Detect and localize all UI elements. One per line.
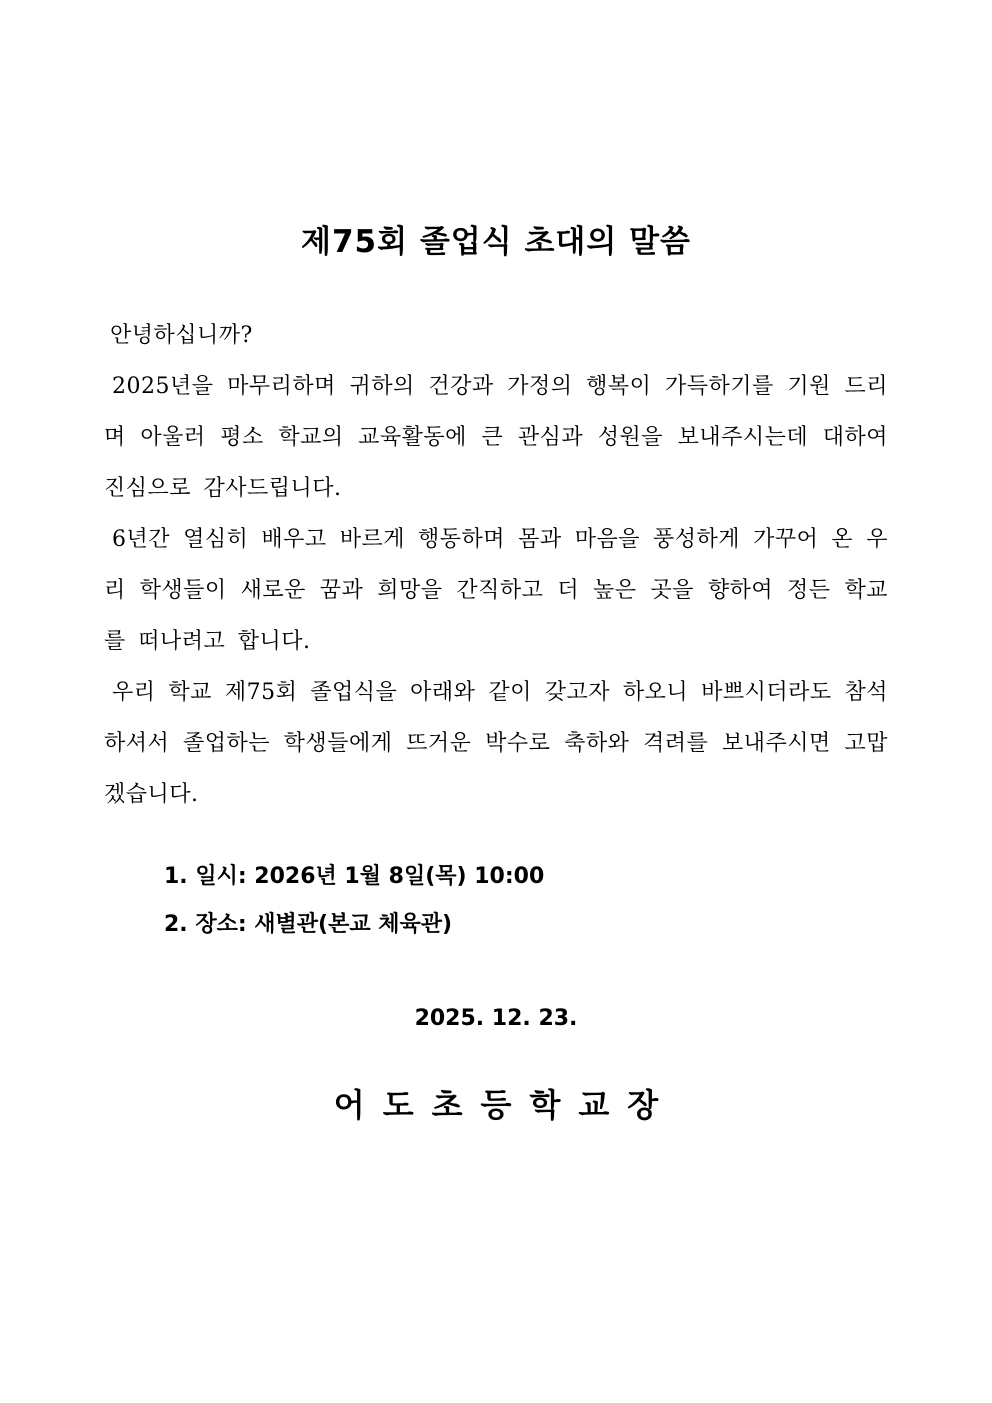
- event-details: [164, 853, 764, 949]
- paragraph-2: 6년간 열심히 배우고 바르게 행동하며 몸과 마음을 풍성하게 가꾸어 온 우리 학생들이 새로운 꿈과 희망을 간직하고 더 높은 곳을 향하여 정든 학교를 떠나려고 합니다.: [104, 527, 888, 654]
- greeting-text: 안녕하십니까?: [110, 323, 253, 348]
- event-location: 2. 장소: 새별관(본교 체육관): [164, 912, 453, 937]
- document-date: 2025. 12. 23.: [414, 1006, 578, 1031]
- paragraph-1: 2025년을 마무리하며 귀하의 건강과 가정의 행복이 가득하기를 기원 드리며 아울러 평소 학교의 교육활동에 큰 관심과 성원을 보내주시는데 대하여 진심으로 감사드립니다.: [104, 374, 888, 501]
- page-title: 제75회 졸업식 초대의 말씀: [301, 224, 691, 260]
- paragraph-3: 우리 학교 제75회 졸업식을 아래와 같이 갖고자 하오니 바쁘시더라도 참석하셔서 졸업하는 학생들에게 뜨거운 박수로 축하와 격려를 보내주시면 고맙겠습니다.: [104, 680, 888, 807]
- event-datetime: 1. 일시: 2026년 1월 8일(목) 10:00: [164, 864, 545, 889]
- letter-body: [104, 310, 888, 820]
- signature-principal: 어도초등학교장: [333, 1086, 677, 1124]
